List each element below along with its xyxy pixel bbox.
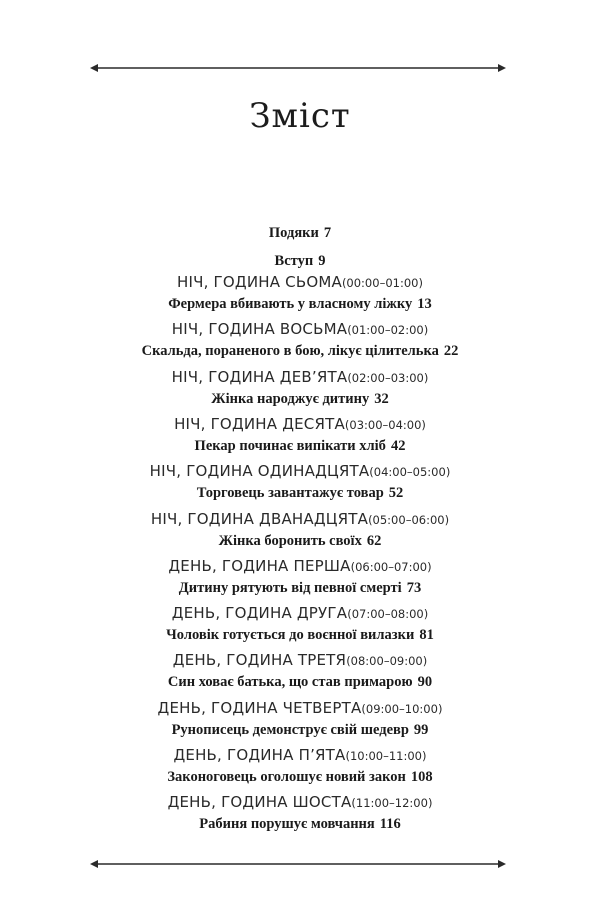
toc-section-heading	[0, 320, 600, 338]
section-time-range: (01:00–02:00)	[347, 323, 429, 338]
toc-section-heading	[0, 699, 600, 717]
toc-section-heading	[0, 746, 600, 764]
section-heading-label: НІЧ, ГОДИНА ДЕСЯТА	[174, 414, 345, 433]
section-time-range: (05:00–06:00)	[368, 512, 450, 527]
toc-entry-page: 7	[323, 225, 332, 241]
toc-entry-page: 62	[366, 532, 382, 549]
toc-entry	[0, 674, 600, 691]
section-time-range: (11:00–12:00)	[351, 796, 433, 811]
toc-entry	[0, 769, 600, 786]
toc-entry	[0, 296, 600, 313]
toc-entry-title: Скальда, пораненого в бою, лікує цілителька	[141, 343, 439, 360]
toc-entry-title: Жінка народжує дитину	[211, 390, 370, 407]
section-heading-label: НІЧ, ГОДИНА ДЕВ’ЯТА	[171, 367, 348, 386]
section-heading-label: ДЕНЬ, ГОДИНА П’ЯТА	[173, 746, 346, 764]
section-time-range: (09:00–10:00)	[361, 701, 443, 716]
section-heading-label: ДЕНЬ, ГОДИНА ДРУГА	[171, 604, 348, 623]
toc-entry-page: 116	[379, 816, 401, 833]
toc-entry-title: Рабиня порушує мовчання	[199, 816, 375, 833]
toc-entry	[0, 816, 600, 833]
toc-entry	[0, 438, 600, 455]
toc-entry	[0, 533, 600, 550]
toc-entry-page: 90	[417, 674, 433, 691]
toc-entry-title: Фермера вбивають у власному ліжку	[168, 296, 413, 312]
toc-entry	[0, 627, 600, 644]
section-time-range: (06:00–07:00)	[350, 559, 432, 574]
toc-entry-page: 99	[413, 721, 429, 738]
toc-entry	[0, 225, 600, 242]
toc-section-heading	[0, 415, 600, 433]
toc-entry	[0, 391, 600, 408]
section-heading-label: НІЧ, ГОДИНА ДВАНАДЦЯТА	[150, 509, 369, 528]
toc-entry-title: Чоловік готується до воєнної вилазки	[166, 627, 415, 644]
toc-entry-page: 22	[443, 343, 459, 360]
section-heading-label: ДЕНЬ, ГОДИНА ПЕРША	[168, 556, 351, 575]
section-heading-label: НІЧ, ГОДИНА ВОСЬМА	[171, 320, 348, 339]
toc-entry-page: 81	[419, 627, 434, 644]
toc-entry-title: Син ховає батька, що став примарою	[167, 674, 413, 691]
toc-section-heading	[0, 510, 600, 528]
section-heading-label: ДЕНЬ, ГОДИНА ЧЕТВЕРТА	[157, 698, 362, 717]
toc-entry-page: 13	[417, 296, 432, 312]
bottom-ornament-rule	[88, 857, 508, 871]
section-time-range: (04:00–05:00)	[369, 465, 451, 480]
toc-section-heading	[0, 462, 600, 480]
toc-entry-page: 42	[390, 437, 406, 454]
toc-entry-page: 52	[388, 485, 404, 502]
toc-entry-title: Жінка боронить своїх	[218, 532, 362, 549]
toc-entry	[0, 485, 600, 502]
toc-entry-title: Законоговець оголошує новий закон	[167, 769, 406, 785]
toc-entry-page: 9	[318, 253, 326, 269]
toc-entry-page: 32	[374, 390, 389, 407]
section-time-range: (00:00–01:00)	[341, 276, 423, 290]
toc-entry	[0, 343, 600, 360]
toc-entry-title: Вступ	[274, 253, 314, 269]
toc-entry-title: Дитину рятують від певної смерті	[178, 579, 402, 596]
toc-entry-page: 108	[410, 769, 433, 785]
toc-section-heading	[0, 604, 600, 622]
section-heading-label: НІЧ, ГОДИНА СЬОМА	[177, 273, 342, 291]
section-time-range: (03:00–04:00)	[344, 417, 426, 432]
section-heading-label: ДЕНЬ, ГОДИНА ШОСТА	[167, 793, 352, 812]
toc-entry-title: Торговець завантажує товар	[196, 485, 384, 502]
toc-section-heading	[0, 793, 600, 811]
toc-entry	[0, 722, 600, 739]
toc-section-heading	[0, 557, 600, 575]
toc-entry-title: Пекар починає випікати хліб	[194, 437, 386, 454]
section-time-range: (07:00–08:00)	[347, 607, 429, 622]
page-title: Зміст	[249, 96, 351, 136]
toc-section-heading	[0, 368, 600, 386]
toc-section-heading	[0, 651, 600, 669]
toc-entry-page: 73	[406, 579, 422, 596]
section-time-range: (02:00–03:00)	[347, 370, 429, 385]
section-time-range: (10:00–11:00)	[345, 749, 427, 763]
toc-entry-title: Подяки	[268, 225, 319, 241]
toc-entry	[0, 253, 600, 270]
top-ornament-rule	[88, 61, 508, 75]
toc-entry	[0, 580, 600, 597]
section-heading-label: НІЧ, ГОДИНА ОДИНАДЦЯТА	[149, 462, 370, 481]
toc-entry-title: Рунописець демонструє свій шедевр	[171, 721, 409, 738]
section-heading-label: ДЕНЬ, ГОДИНА ТРЕТЯ	[172, 651, 347, 670]
toc-section-heading	[0, 273, 600, 291]
section-time-range: (08:00–09:00)	[346, 654, 428, 669]
